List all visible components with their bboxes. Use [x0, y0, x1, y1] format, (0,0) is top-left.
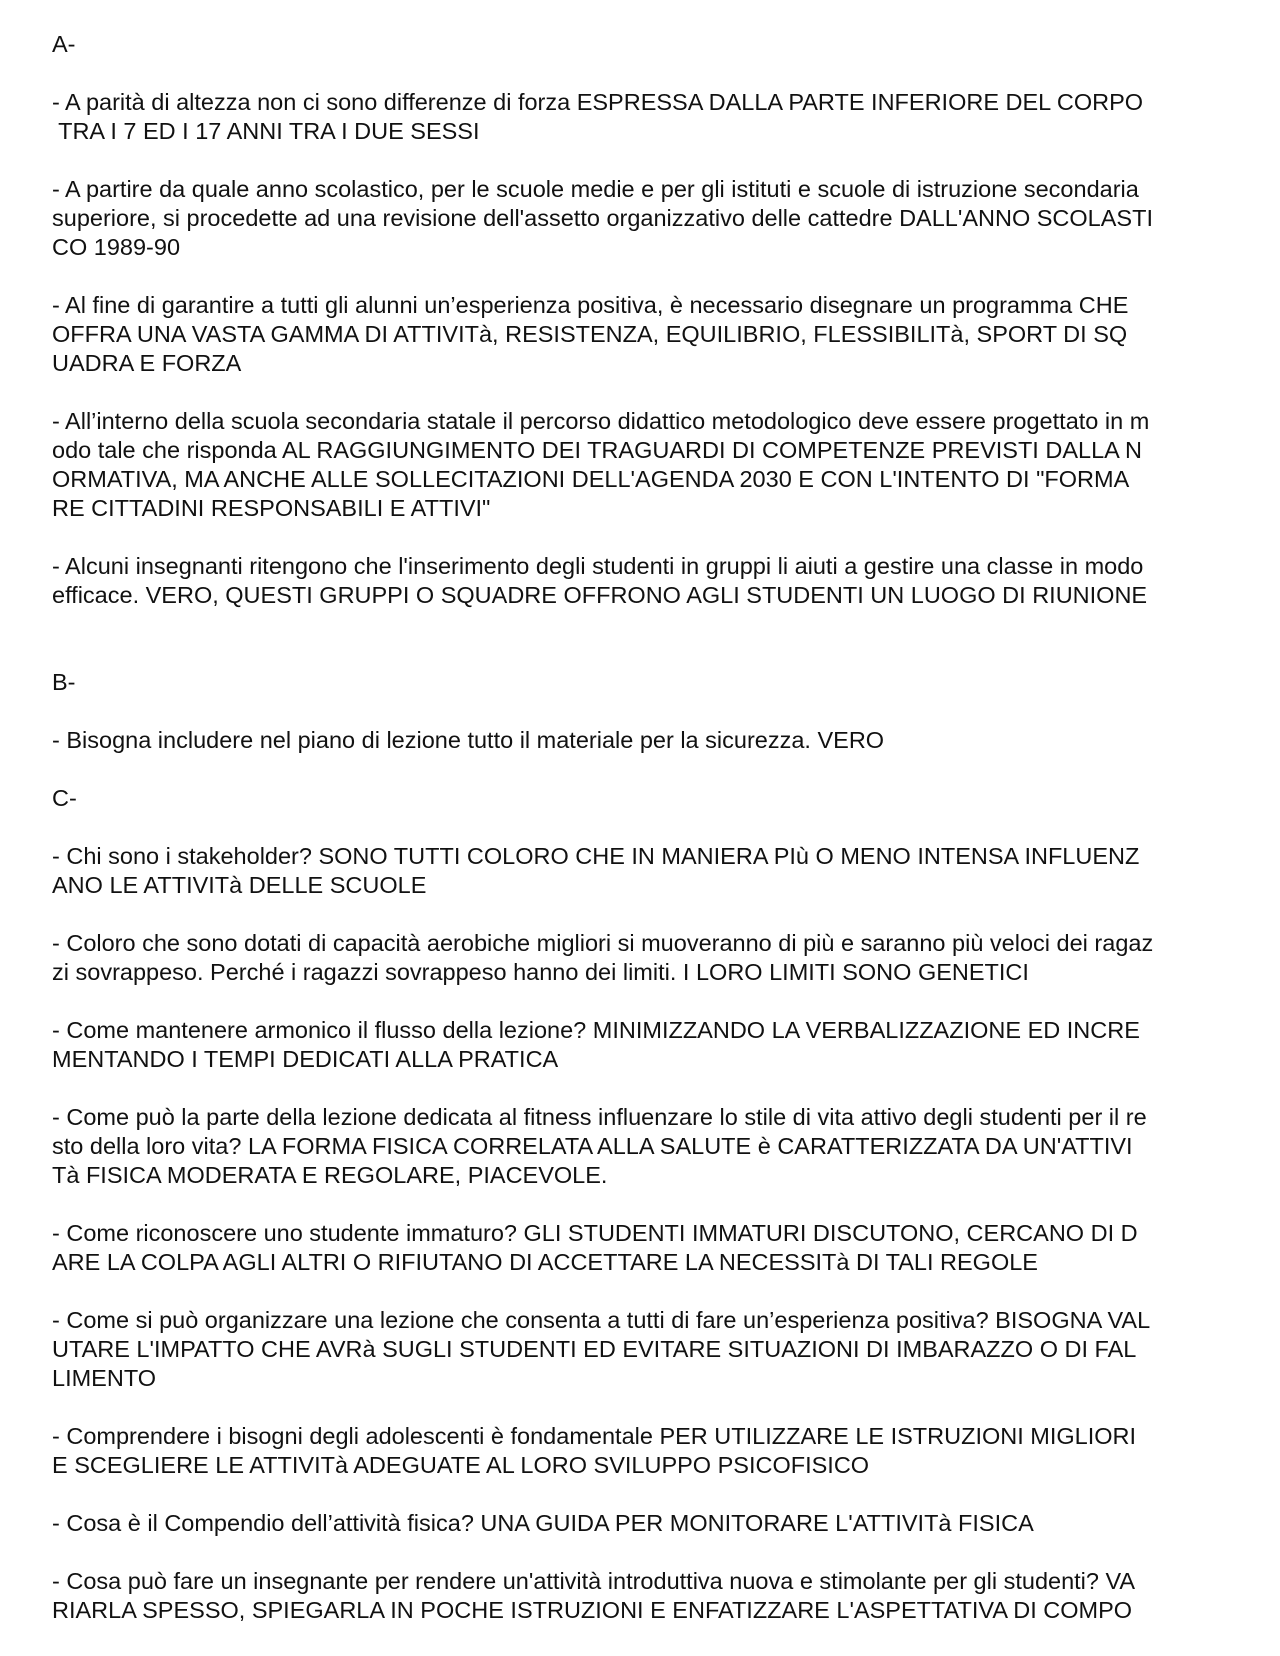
- entry-line: sto della loro vita? LA FORMA FISICA CORRELATA ALLA SALUTE è CARATTERIZZATA DA UN'ATTIVI: [52, 1133, 1133, 1159]
- entry-line: ARE LA COLPA AGLI ALTRI O RIFIUTANO DI ACCETTARE LA NECESSITà DI TALI REGOLE: [52, 1249, 1038, 1275]
- entry-line: Tà FISICA MODERATA E REGOLARE, PIACEVOLE.: [52, 1162, 608, 1188]
- entry-line: odo tale che risponda AL RAGGIUNGIMENTO DEI TRAGUARDI DI COMPETENZE PREVISTI DALLA N: [52, 437, 1143, 463]
- entry-line: - A parità di altezza non ci sono differenze di forza ESPRESSA DALLA PARTE INFERIORE DEL CORPO: [52, 89, 1144, 115]
- qa-entry: [52, 1509, 1242, 1538]
- entry-line: UTARE L'IMPATTO CHE AVRà SUGLI STUDENTI ED EVITARE SITUAZIONI DI IMBARAZZO O DI FAL: [52, 1336, 1137, 1362]
- section-heading-b: B-: [52, 669, 76, 695]
- qa-entry: [52, 1016, 1242, 1074]
- entry-line: - Bisogna includere nel piano di lezione tutto il materiale per la sicurezza. VERO: [52, 727, 885, 753]
- qa-entry: [52, 1103, 1242, 1190]
- entry-line: - Coloro che sono dotati di capacità aerobiche migliori si muoveranno di più e saranno più veloci dei ragaz: [52, 930, 1154, 956]
- entry-line: - Come può la parte della lezione dedicata al fitness influenzare lo stile di vita attivo degli studenti per il re: [52, 1104, 1147, 1130]
- qa-entry: [52, 88, 1242, 146]
- entry-line: - Come riconoscere uno studente immaturo? GLI STUDENTI IMMATURI DISCUTONO, CERCANO DI D: [52, 1220, 1138, 1246]
- qa-entry: [52, 552, 1242, 610]
- section-heading-a: A-: [52, 31, 76, 57]
- entry-line: E SCEGLIERE LE ATTIVITà ADEGUATE AL LORO SVILUPPO PSICOFISICO: [52, 1452, 870, 1478]
- entry-line: zi sovrappeso. Perché i ragazzi sovrappeso hanno dei limiti. I LORO LIMITI SONO GENETICI: [52, 959, 1029, 985]
- entry-line: ORMATIVA, MA ANCHE ALLE SOLLECITAZIONI DELL'AGENDA 2030 E CON L'INTENTO DI "FORMA: [52, 466, 1130, 492]
- entry-line: LIMENTO: [52, 1365, 157, 1391]
- section-heading-c: C-: [52, 785, 77, 811]
- entry-line: - Al fine di garantire a tutti gli alunni un’esperienza positiva, è necessario disegnare un programma CHE: [52, 292, 1129, 318]
- entry-line: MENTANDO I TEMPI DEDICATI ALLA PRATICA: [52, 1046, 559, 1072]
- entry-line: CO 1989-90: [52, 234, 181, 260]
- entry-line: - Cosa può fare un insegnante per rendere un'attività introduttiva nuova e stimolante per gli studenti? VA: [52, 1568, 1136, 1594]
- qa-entry: [52, 175, 1242, 262]
- entry-line: OFFRA UNA VASTA GAMMA DI ATTIVITà, RESISTENZA, EQUILIBRIO, FLESSIBILITà, SPORT DI SQ: [52, 321, 1128, 347]
- qa-entry: [52, 842, 1242, 900]
- qa-entry: [52, 726, 1242, 755]
- qa-entry: [52, 929, 1242, 987]
- entry-line: RIARLA SPESSO, SPIEGARLA IN POCHE ISTRUZIONI E ENFATIZZARE L'ASPETTATIVA DI COMPO: [52, 1597, 1133, 1623]
- qa-entry: [52, 1567, 1242, 1625]
- entry-line: superiore, si procedette ad una revisione dell'assetto organizzativo delle cattedre DALL'ANNO SCOLASTI: [52, 205, 1153, 231]
- entry-line: TRA I 7 ED I 17 ANNI TRA I DUE SESSI: [52, 118, 480, 144]
- entry-line: - All’interno della scuola secondaria statale il percorso didattico metodologico deve essere progettato in m: [52, 408, 1150, 434]
- entry-line: RE CITTADINI RESPONSABILI E ATTIVI": [52, 495, 491, 521]
- entry-line: - Comprendere i bisogni degli adolescenti è fondamentale PER UTILIZZARE LE ISTRUZIONI MIGLIORI: [52, 1423, 1137, 1449]
- entry-line: UADRA E FORZA: [52, 350, 242, 376]
- entry-line: - Come si può organizzare una lezione che consenta a tutti di fare un’esperienza positiva? BISOGNA VAL: [52, 1307, 1151, 1333]
- entry-line: - A partire da quale anno scolastico, per le scuole medie e per gli istituti e scuole di istruzione secondaria: [52, 176, 1139, 202]
- qa-entry: [52, 291, 1242, 378]
- qa-entry: [52, 1219, 1242, 1277]
- entry-line: efficace. VERO, QUESTI GRUPPI O SQUADRE OFFRONO AGLI STUDENTI UN LUOGO DI RIUNIONE: [52, 582, 1148, 608]
- qa-entry: [52, 407, 1242, 523]
- entry-line: - Chi sono i stakeholder? SONO TUTTI COLORO CHE IN MANIERA PIù O MENO INTENSA INFLUENZ: [52, 843, 1140, 869]
- qa-entry: [52, 1306, 1242, 1393]
- document-page: [52, 30, 1242, 1625]
- entry-line: - Cosa è il Compendio dell’attività fisica? UNA GUIDA PER MONITORARE L'ATTIVITà FISICA: [52, 1510, 1034, 1536]
- entry-line: - Alcuni insegnanti ritengono che l'inserimento degli studenti in gruppi li aiuti a gestire una classe in modo: [52, 553, 1144, 579]
- entry-line: ANO LE ATTIVITà DELLE SCUOLE: [52, 872, 427, 898]
- qa-entry: [52, 1422, 1242, 1480]
- entry-line: - Come mantenere armonico il flusso della lezione? MINIMIZZANDO LA VERBALIZZAZIONE ED INCRE: [52, 1017, 1140, 1043]
